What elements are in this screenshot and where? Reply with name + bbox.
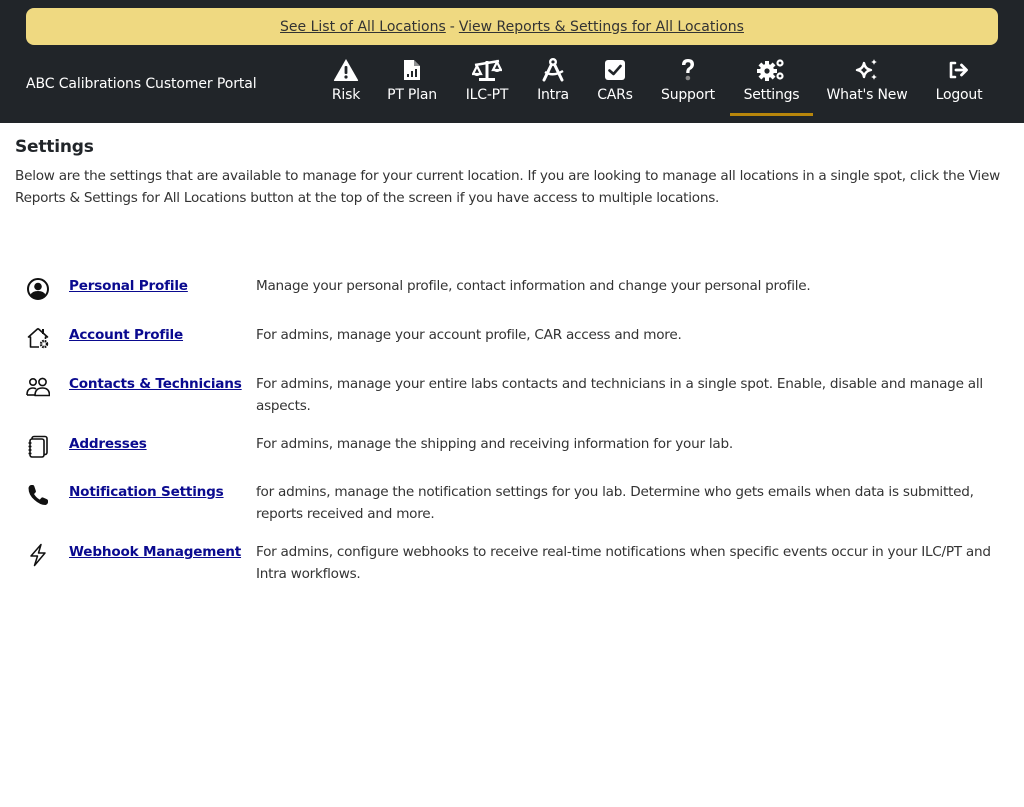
nav-pt-plan[interactable]: [384, 52, 440, 116]
addresses-description: For admins, manage the shipping and receiving information for your lab.: [256, 436, 733, 452]
nav-label: Risk: [331, 87, 361, 103]
nav-label: Settings: [743, 87, 800, 103]
account-profile-description: For admins, manage your account profile, CAR access and more.: [256, 327, 682, 343]
user-circle-icon: [25, 277, 51, 301]
settings-content: [15, 137, 1010, 582]
webhook-management-link[interactable]: Webhook Management: [69, 544, 242, 560]
nav-support[interactable]: [659, 52, 717, 116]
nav-intra[interactable]: [534, 52, 572, 116]
address-book-icon: [25, 435, 51, 459]
active-tab-indicator: [730, 113, 813, 116]
top-header: [0, 0, 1024, 123]
gears-icon: [730, 52, 813, 84]
personal-profile-link[interactable]: Personal Profile: [69, 278, 188, 294]
addresses-link[interactable]: Addresses: [69, 436, 147, 452]
banner-separator: -: [449, 18, 455, 35]
contacts-technicians-link[interactable]: Contacts & Technicians: [69, 376, 242, 392]
nav-ilc-pt[interactable]: [462, 52, 512, 116]
warning-triangle-icon: [326, 52, 366, 84]
logout-icon: [933, 52, 985, 84]
location-banner: [26, 8, 998, 45]
nav-cars[interactable]: [595, 52, 635, 116]
house-gear-icon: [25, 326, 51, 350]
checkbox-icon: [595, 52, 635, 84]
nav-label: What's New: [826, 87, 908, 103]
people-icon: [25, 375, 51, 399]
nav-label: CARs: [597, 87, 633, 103]
sparkles-icon: [824, 52, 910, 84]
see-all-locations-link[interactable]: See List of All Locations: [280, 18, 446, 35]
nav-label: Logout: [935, 87, 983, 103]
notification-settings-link[interactable]: Notification Settings: [69, 484, 224, 500]
nav-whats-new[interactable]: [824, 52, 910, 116]
personal-profile-description: Manage your personal profile, contact information and change your personal profile.: [256, 278, 811, 294]
contacts-technicians-description: For admins, manage your entire labs contacts and technicians in a single spot. Enable, disable and manage all aspects.: [256, 376, 983, 414]
nav-label: PT Plan: [387, 87, 437, 103]
nav-logout[interactable]: [933, 52, 985, 116]
scale-balance-icon: [462, 52, 512, 84]
page-title: Settings: [15, 137, 94, 157]
nav-label: ILC-PT: [465, 87, 509, 103]
nav-settings[interactable]: [730, 52, 813, 116]
nav-label: Intra: [537, 87, 569, 103]
nav-risk[interactable]: [326, 52, 366, 116]
lightning-icon: [25, 543, 51, 567]
webhook-management-description: For admins, configure webhooks to receive real-time notifications when specific events occur in your ILC/PT and Intra workflows.: [256, 544, 991, 582]
notification-settings-description: for admins, manage the notification settings for you lab. Determine who gets emails when data is submitted, reports received and more.: [256, 484, 974, 522]
compass-drafting-icon: [534, 52, 572, 84]
nav-label: Support: [661, 87, 715, 103]
brand-title[interactable]: ABC Calibrations Customer Portal: [26, 76, 257, 92]
account-profile-link[interactable]: Account Profile: [69, 327, 184, 343]
view-reports-settings-link[interactable]: View Reports & Settings for All Locations: [458, 18, 744, 35]
page-intro: Below are the settings that are available to manage for your current location. If you are looking to manage all locations in a single spot, click the View Reports & Settings for All Locations button at the top of the screen if you have access to multiple locations.: [15, 168, 1000, 206]
file-chart-icon: [384, 52, 440, 84]
phone-icon: [25, 483, 51, 507]
question-mark-icon: [659, 52, 717, 84]
